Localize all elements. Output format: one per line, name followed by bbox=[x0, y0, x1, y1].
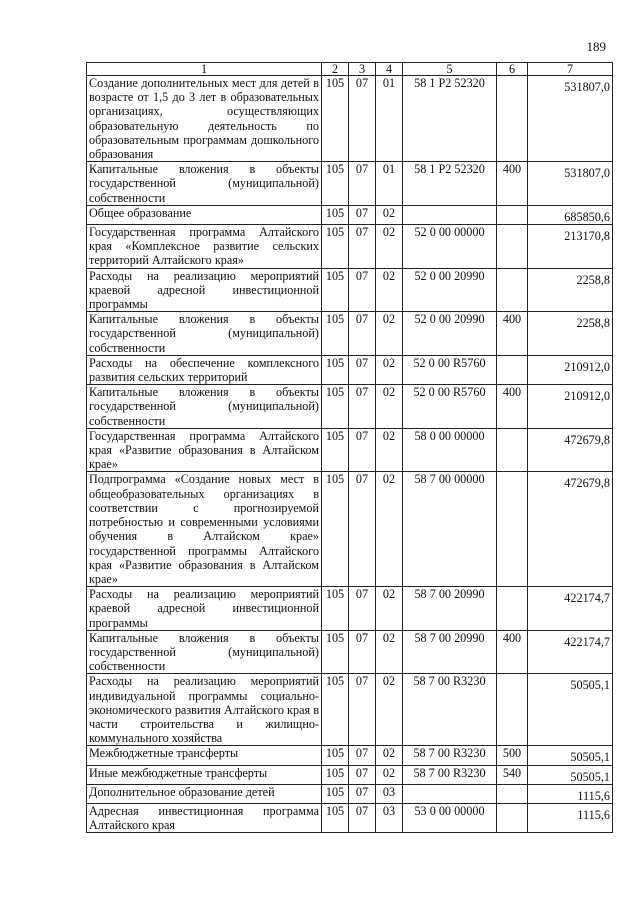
row-expense-type bbox=[497, 205, 528, 224]
header-cell-1: 1 bbox=[87, 63, 322, 76]
row-subsection: 02 bbox=[376, 385, 403, 429]
table-row bbox=[87, 225, 613, 269]
row-target-article bbox=[403, 205, 497, 224]
table-row bbox=[87, 765, 613, 784]
row-target-article: 58 0 00 00000 bbox=[403, 428, 497, 472]
row-expense-type bbox=[497, 225, 528, 269]
table-row bbox=[87, 746, 613, 765]
row-target-article: 52 0 00 20990 bbox=[403, 268, 497, 312]
row-admin-code: 105 bbox=[322, 784, 349, 803]
row-target-article bbox=[403, 784, 497, 803]
row-section: 07 bbox=[349, 355, 376, 384]
row-section: 07 bbox=[349, 225, 376, 269]
header-cell-5: 5 bbox=[403, 63, 497, 76]
row-admin-code: 105 bbox=[322, 225, 349, 269]
table-row bbox=[87, 803, 613, 832]
table-row bbox=[87, 355, 613, 384]
row-name: Расходы на реализацию мероприятий краевой адресной инвестиционной программы bbox=[87, 268, 322, 312]
row-expense-type: 400 bbox=[497, 385, 528, 429]
row-name: Межбюджетные трансферты bbox=[87, 746, 322, 765]
row-expense-type: 400 bbox=[497, 162, 528, 206]
row-admin-code: 105 bbox=[322, 268, 349, 312]
budget-table bbox=[86, 62, 613, 833]
row-section: 07 bbox=[349, 76, 376, 162]
table-row bbox=[87, 385, 613, 429]
row-expense-type: 400 bbox=[497, 312, 528, 356]
row-expense-type bbox=[497, 803, 528, 832]
page-number: 189 bbox=[586, 39, 606, 54]
row-amount: 213170,8 bbox=[528, 225, 613, 269]
row-section: 07 bbox=[349, 312, 376, 356]
row-amount: 1115,6 bbox=[528, 784, 613, 803]
row-amount: 422174,7 bbox=[528, 587, 613, 631]
table-row bbox=[87, 312, 613, 356]
row-expense-type bbox=[497, 674, 528, 746]
row-subsection: 02 bbox=[376, 312, 403, 356]
row-section: 07 bbox=[349, 784, 376, 803]
row-subsection: 02 bbox=[376, 587, 403, 631]
row-name: Капитальные вложения в объекты государственной (муниципальной) собственности bbox=[87, 630, 322, 674]
row-admin-code: 105 bbox=[322, 162, 349, 206]
row-expense-type bbox=[497, 76, 528, 162]
header-cell-2: 2 bbox=[322, 63, 349, 76]
row-section: 07 bbox=[349, 385, 376, 429]
header-cell-7: 7 bbox=[528, 63, 613, 76]
row-subsection: 02 bbox=[376, 428, 403, 472]
table-row bbox=[87, 472, 613, 587]
row-amount: 210912,0 bbox=[528, 385, 613, 429]
row-section: 07 bbox=[349, 765, 376, 784]
table-body bbox=[87, 63, 613, 833]
row-subsection: 02 bbox=[376, 630, 403, 674]
row-name: Дополнительное образование детей bbox=[87, 784, 322, 803]
header-cell-3: 3 bbox=[349, 63, 376, 76]
row-target-article: 52 0 00 20990 bbox=[403, 312, 497, 356]
row-target-article: 58 7 00 00000 bbox=[403, 472, 497, 587]
row-target-article: 58 7 00 20990 bbox=[403, 587, 497, 631]
row-admin-code: 105 bbox=[322, 674, 349, 746]
row-admin-code: 105 bbox=[322, 746, 349, 765]
row-expense-type bbox=[497, 428, 528, 472]
table-row bbox=[87, 205, 613, 224]
row-admin-code: 105 bbox=[322, 205, 349, 224]
row-expense-type: 400 bbox=[497, 630, 528, 674]
row-admin-code: 105 bbox=[322, 587, 349, 631]
row-amount: 685850,6 bbox=[528, 205, 613, 224]
row-amount: 50505,1 bbox=[528, 746, 613, 765]
row-name: Подпрограмма «Создание новых мест в общеобразовательных организациях в соответствии с прогнозируемой потребностью и современными условиями обучения в Алтайском крае» государственной программы Алтайского края «Развитие образования в Алтайском крае» bbox=[87, 472, 322, 587]
row-section: 07 bbox=[349, 205, 376, 224]
row-admin-code: 105 bbox=[322, 630, 349, 674]
table-row bbox=[87, 162, 613, 206]
row-target-article: 52 0 00 R5760 bbox=[403, 385, 497, 429]
row-name: Расходы на реализацию мероприятий краевой адресной инвестиционной программы bbox=[87, 587, 322, 631]
row-expense-type bbox=[497, 472, 528, 587]
table-row bbox=[87, 630, 613, 674]
row-amount: 422174,7 bbox=[528, 630, 613, 674]
row-amount: 531807,0 bbox=[528, 76, 613, 162]
row-section: 07 bbox=[349, 803, 376, 832]
row-admin-code: 105 bbox=[322, 803, 349, 832]
table-row bbox=[87, 587, 613, 631]
row-admin-code: 105 bbox=[322, 428, 349, 472]
row-name: Общее образование bbox=[87, 205, 322, 224]
row-section: 07 bbox=[349, 472, 376, 587]
row-subsection: 01 bbox=[376, 162, 403, 206]
row-section: 07 bbox=[349, 268, 376, 312]
row-target-article: 58 7 00 20990 bbox=[403, 630, 497, 674]
row-subsection: 02 bbox=[376, 205, 403, 224]
table-row bbox=[87, 428, 613, 472]
row-amount: 210912,0 bbox=[528, 355, 613, 384]
row-target-article: 52 0 00 00000 bbox=[403, 225, 497, 269]
row-subsection: 02 bbox=[376, 746, 403, 765]
row-subsection: 03 bbox=[376, 784, 403, 803]
row-target-article: 53 0 00 00000 bbox=[403, 803, 497, 832]
row-amount: 50505,1 bbox=[528, 674, 613, 746]
row-name: Иные межбюджетные трансферты bbox=[87, 765, 322, 784]
row-section: 07 bbox=[349, 162, 376, 206]
row-subsection: 03 bbox=[376, 803, 403, 832]
row-section: 07 bbox=[349, 630, 376, 674]
row-admin-code: 105 bbox=[322, 385, 349, 429]
row-subsection: 02 bbox=[376, 225, 403, 269]
row-target-article: 58 7 00 R3230 bbox=[403, 746, 497, 765]
row-amount: 531807,0 bbox=[528, 162, 613, 206]
row-target-article: 58 7 00 R3230 bbox=[403, 674, 497, 746]
row-expense-type bbox=[497, 355, 528, 384]
row-section: 07 bbox=[349, 587, 376, 631]
row-amount: 50505,1 bbox=[528, 765, 613, 784]
row-amount: 472679,8 bbox=[528, 428, 613, 472]
row-expense-type bbox=[497, 268, 528, 312]
table-row bbox=[87, 784, 613, 803]
header-cell-4: 4 bbox=[376, 63, 403, 76]
table-header-row bbox=[87, 63, 613, 76]
row-expense-type: 500 bbox=[497, 746, 528, 765]
row-expense-type bbox=[497, 587, 528, 631]
row-admin-code: 105 bbox=[322, 76, 349, 162]
row-subsection: 02 bbox=[376, 765, 403, 784]
row-name: Капитальные вложения в объекты государственной (муниципальной) собственности bbox=[87, 385, 322, 429]
row-admin-code: 105 bbox=[322, 472, 349, 587]
table-row bbox=[87, 674, 613, 746]
row-name: Создание дополнительных мест для детей в возрасте от 1,5 до 3 лет в образовательных организациях, осуществляющих образовательную деятельность по образовательным программам дошкольного образования bbox=[87, 76, 322, 162]
header-cell-6: 6 bbox=[497, 63, 528, 76]
row-target-article: 52 0 00 R5760 bbox=[403, 355, 497, 384]
row-name: Государственная программа Алтайского края «Развитие образования в Алтайском крае» bbox=[87, 428, 322, 472]
table-row bbox=[87, 268, 613, 312]
row-name: Адресная инвестиционная программа Алтайского края bbox=[87, 803, 322, 832]
row-target-article: 58 1 P2 52320 bbox=[403, 76, 497, 162]
row-amount: 2258,8 bbox=[528, 312, 613, 356]
row-target-article: 58 7 00 R3230 bbox=[403, 765, 497, 784]
row-expense-type bbox=[497, 784, 528, 803]
row-subsection: 02 bbox=[376, 268, 403, 312]
row-admin-code: 105 bbox=[322, 312, 349, 356]
row-subsection: 01 bbox=[376, 76, 403, 162]
row-section: 07 bbox=[349, 674, 376, 746]
row-name: Расходы на обеспечение комплексного развития сельских территорий bbox=[87, 355, 322, 384]
row-section: 07 bbox=[349, 746, 376, 765]
row-name: Капитальные вложения в объекты государственной (муниципальной) собственности bbox=[87, 162, 322, 206]
row-subsection: 02 bbox=[376, 472, 403, 587]
row-amount: 1115,6 bbox=[528, 803, 613, 832]
row-subsection: 02 bbox=[376, 355, 403, 384]
row-admin-code: 105 bbox=[322, 765, 349, 784]
row-section: 07 bbox=[349, 428, 376, 472]
row-name: Расходы на реализацию мероприятий индивидуальной программы социально-экономического развития Алтайского края в части строительства и жилищно-коммунального хозяйства bbox=[87, 674, 322, 746]
row-amount: 472679,8 bbox=[528, 472, 613, 587]
table-row bbox=[87, 76, 613, 162]
row-target-article: 58 1 P2 52320 bbox=[403, 162, 497, 206]
row-admin-code: 105 bbox=[322, 355, 349, 384]
row-name: Государственная программа Алтайского края «Комплексное развитие сельских территорий Алтайского края» bbox=[87, 225, 322, 269]
row-subsection: 02 bbox=[376, 674, 403, 746]
row-amount: 2258,8 bbox=[528, 268, 613, 312]
row-name: Капитальные вложения в объекты государственной (муниципальной) собственности bbox=[87, 312, 322, 356]
row-expense-type: 540 bbox=[497, 765, 528, 784]
